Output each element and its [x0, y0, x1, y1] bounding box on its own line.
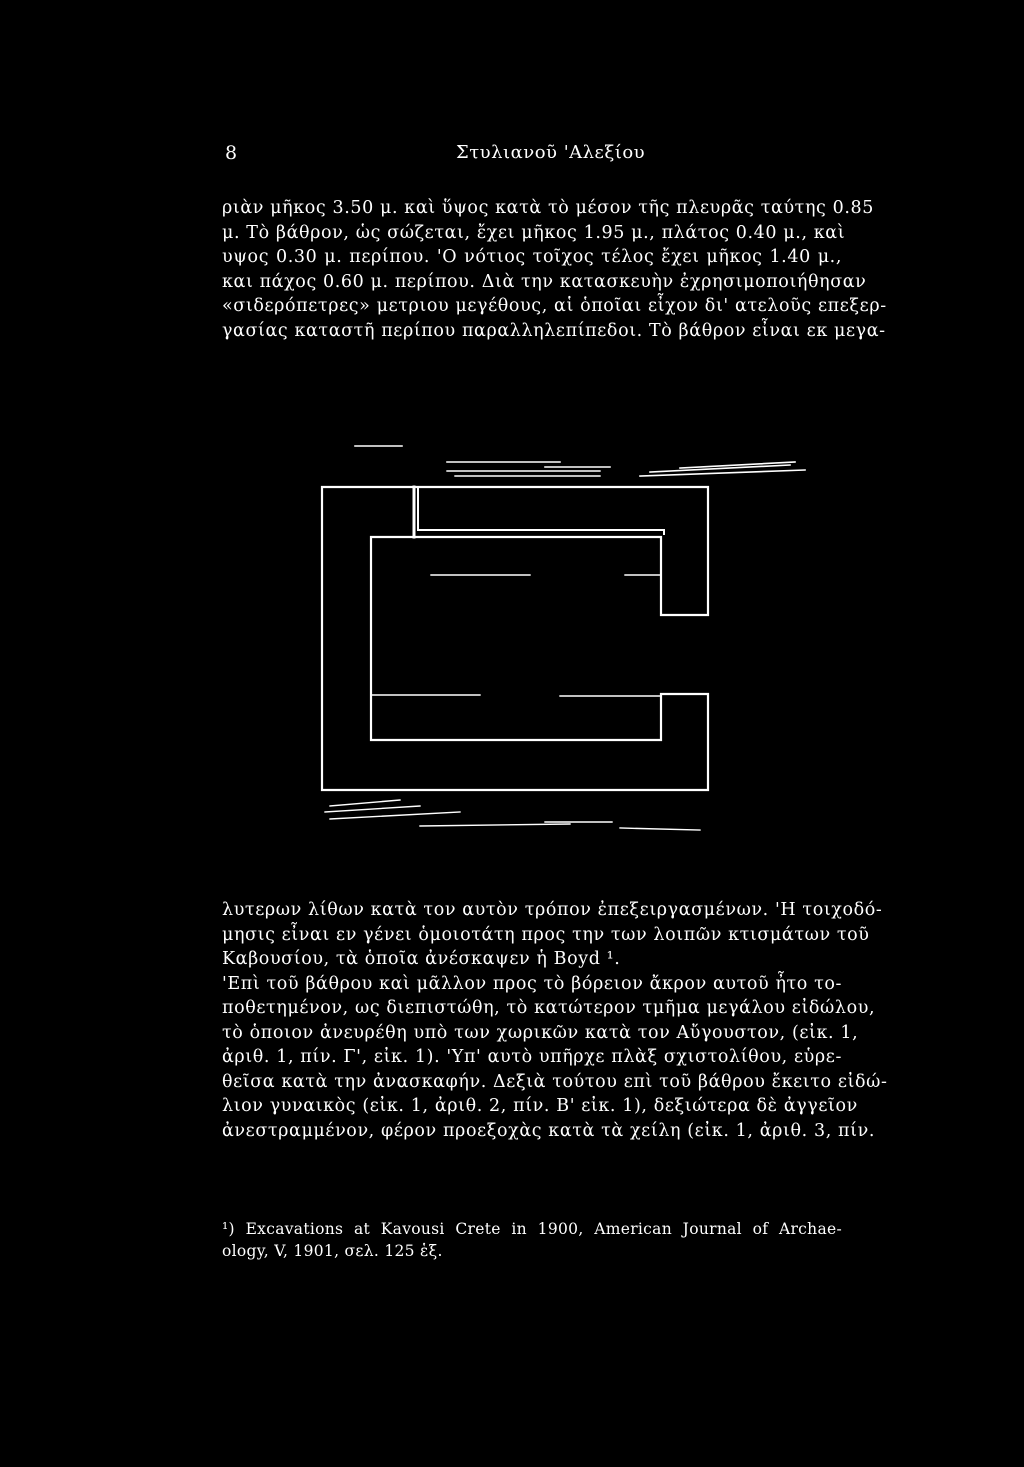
footnote [222, 1218, 842, 1262]
text-line: γασίας καταστῆ περίπου παραλληλεπίπεδοι. Τὸ βάθρον εἶναι εκ μεγα- [222, 320, 886, 341]
running-title: Στυλιανοῦ 'Αλεξίου [456, 142, 646, 163]
plan-edge-line [447, 471, 600, 476]
plan-edge-line [640, 462, 805, 476]
footnote-line: ¹) Excavations at Kavousi Crete in 1900, American Journal of Archae- [222, 1220, 842, 1238]
text-line: «σιδερόπετρες» μετριου μεγέθους, αἱ ὁποῖαι εἶχον δι' ατελοῦς επεξερ- [222, 296, 887, 316]
text-line: τὸ ὁποιον ἀνευρέθη υπὸ των χωρικῶν κατὰ τον Αὔγουστον, (εἰκ. 1, [222, 1022, 859, 1043]
text-line: υψος 0.30 μ. περίπου. 'Ο νότιος τοῖχος τέλος ἔχει μῆκος 1.40 μ., [222, 247, 842, 267]
plan-edge-line [325, 800, 460, 819]
text-line: ἀριθ. 1, πίν. Γ', εἰκ. 1). 'Υπ' αυτὸ υπῆρχε πλὰξ σχιστολίθου, εὑρε- [222, 1047, 842, 1067]
footnote-line: ology, V, 1901, σελ. 125 ἑξ. [222, 1242, 443, 1260]
text-line: λιον γυναικὸς (εἰκ. 1, ἀριθ. 2, πίν. Β' εἰκ. 1), δεξιώτερα δὲ ἀγγεῖον [222, 1096, 858, 1116]
plan-outer-wall [322, 487, 708, 790]
text-line: θεῖσα κατὰ την ἀνασκαφήν. Δεξιὰ τούτου επὶ τοῦ βάθρου ἔκειτο εἰδώ- [222, 1071, 888, 1092]
plan-inner-wall [418, 487, 664, 534]
paragraph-bottom [222, 898, 888, 1143]
text-line: μησις εἶναι εν γένει ὁμοιοτάτη προς την των λοιπῶν κτισμάτων τοῦ [222, 924, 870, 945]
plan-sketch-line [371, 695, 661, 696]
plan-edge-line [420, 822, 612, 826]
page-number: 8 [225, 142, 238, 164]
text-line: ριὰν μῆκος 3.50 μ. καὶ ὕψος κατὰ τὸ μέσον τῆς πλευρᾶς ταύτης 0.85 [222, 198, 874, 218]
text-line: λυτερων λίθων κατὰ τον αυτὸν τρόπον ἐπεξειργασμένων. 'Η τοιχοδό- [222, 900, 883, 920]
plan-edge-line [620, 828, 700, 830]
text-line: μ. Τὸ βάθρον, ὡς σώζεται, ἔχει μῆκος 1.95 μ., πλάτος 0.40 μ., καὶ [222, 222, 846, 243]
text-line: ποθετημένον, ως διεπιστώθη, τὸ κατώτερον τμῆμα μεγάλου εἰδώλου, [222, 998, 876, 1018]
plan-edge-line [447, 462, 610, 467]
text-line: και πάχος 0.60 μ. περίπου. Διὰ την κατασκευὴν ἐχρησιμοποιήθησαν [222, 271, 867, 292]
text-line: 'Επὶ τοῦ βάθρου καὶ μᾶλλον προς τὸ βόρειον ἄκρον αυτοῦ ἦτο το- [222, 973, 843, 994]
text-line: ἀνεστραμμένον, φέρον προεξοχὰς κατὰ τὰ χείλη (εἰκ. 1, ἀριθ. 3, πίν. [222, 1120, 875, 1141]
text-line: Καβουσίου, τὰ ὁποῖα ἀνέσκαψεν ἡ Boyd ¹. [222, 949, 621, 969]
